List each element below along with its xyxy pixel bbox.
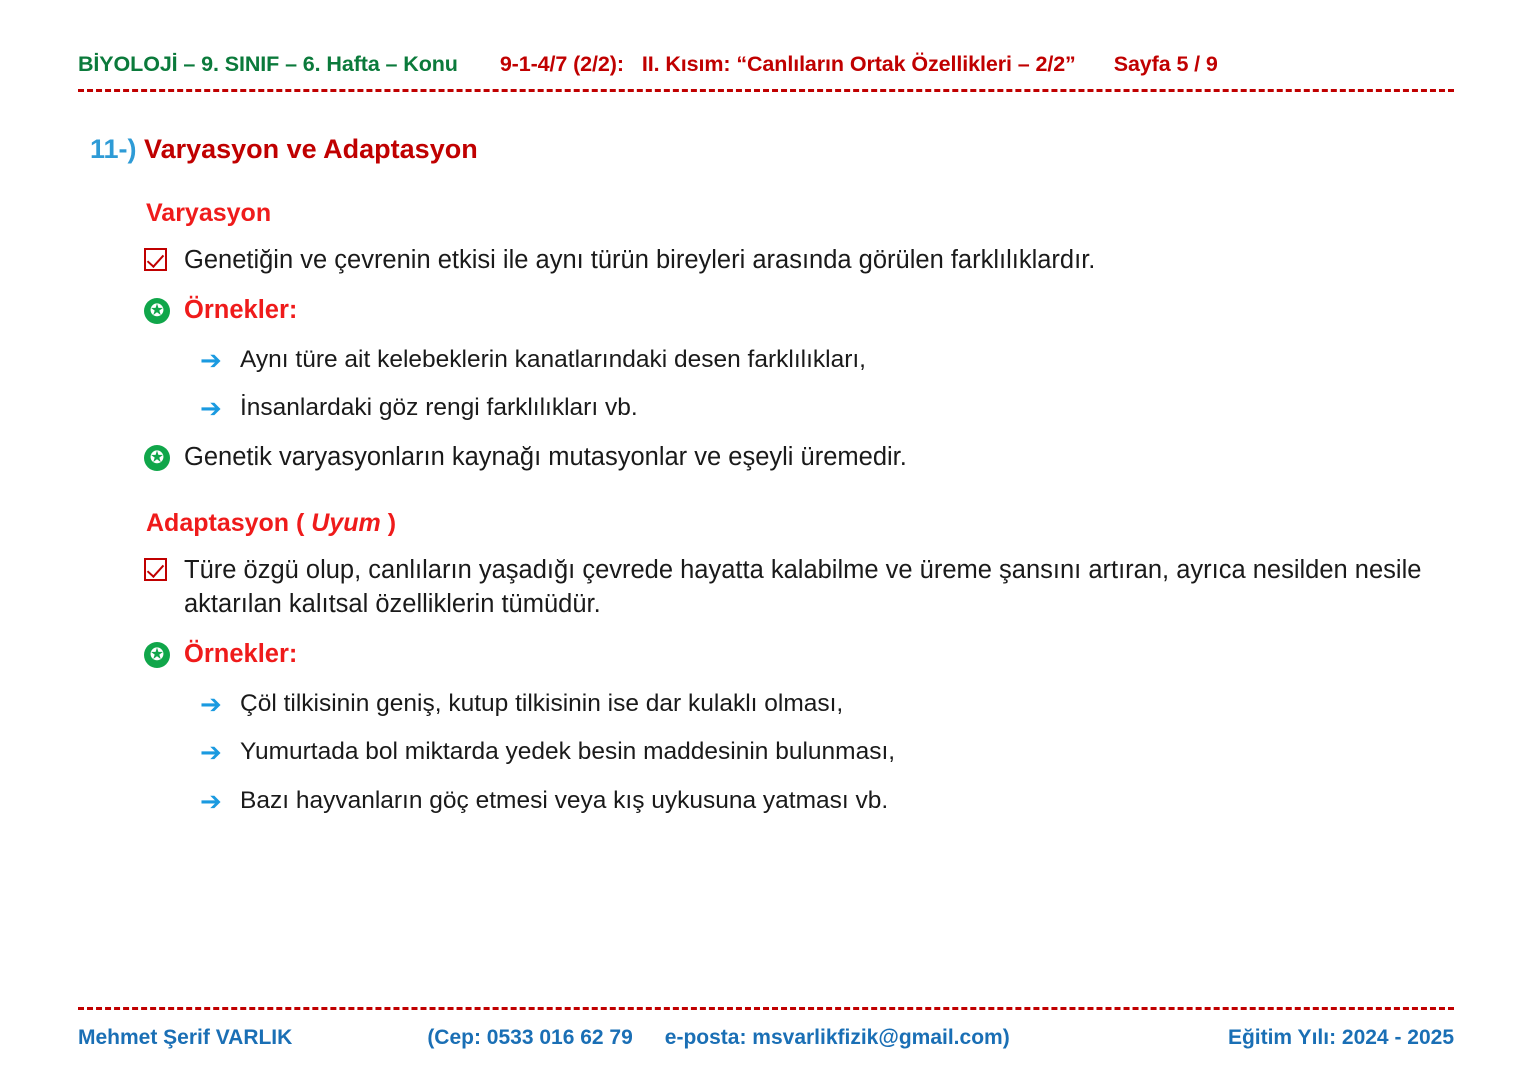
list-item-text: Aynı türe ait kelebeklerin kanatlarındaki desen farklılıkları,: [240, 345, 866, 373]
list-item-text: Örnekler:: [184, 639, 298, 668]
arrow-icon: ➔: [200, 394, 222, 425]
star-icon: ✪: [144, 441, 184, 471]
subheading-adaptasyon: [146, 509, 1454, 538]
header-page-number: Sayfa 5 / 9: [1113, 52, 1218, 76]
footer-author: Mehmet Şerif VARLIK: [78, 1026, 293, 1049]
header-lesson-code: 9-1-4/7 (2/2):: [499, 52, 624, 76]
list-item: [200, 344, 1454, 377]
checkbox-icon: [144, 554, 184, 581]
footer-email: e-posta: msvarlikfizik@gmail.com): [664, 1026, 1010, 1049]
arrow-icon: ➔: [200, 738, 222, 769]
list-item-text: Örnekler:: [184, 295, 298, 324]
list-item-text: Çöl tilkisinin geniş, kutup tilkisinin ise dar kulaklı olması,: [240, 689, 844, 717]
star-icon: ✪: [144, 294, 184, 324]
list-item: [144, 294, 1454, 328]
list-item: [144, 244, 1454, 278]
page-footer: [78, 1007, 1454, 1050]
arrow-icon: ➔: [200, 786, 222, 817]
footer-divider: [78, 1007, 1454, 1010]
section-number: 11-): [90, 134, 137, 164]
list-item: [200, 688, 1454, 721]
list-item-text: Genetiğin ve çevrenin etkisi ile aynı türün bireyleri arasında görülen farklılıklardır.: [184, 246, 1096, 274]
list-item: [200, 736, 1454, 769]
header-course-info: BİYOLOJİ – 9. SINIF – 6. Hafta – Konu: [78, 52, 458, 76]
section-title-text: Varyasyon ve Adaptasyon: [144, 134, 478, 164]
arrow-icon: ➔: [200, 689, 222, 720]
list-item: [200, 785, 1454, 818]
list-item-text: Bazı hayvanların göç etmesi veya kış uykusuna yatması vb.: [240, 786, 889, 814]
list-item: [144, 441, 1454, 475]
list-item-text: Genetik varyasyonların kaynağı mutasyonlar ve eşeyli üremedir.: [184, 442, 907, 471]
slide-content: [78, 134, 1454, 817]
star-icon: ✪: [144, 638, 184, 668]
subheading-varyasyon: Varyasyon: [146, 199, 272, 227]
page-title: [90, 134, 1454, 165]
subheading-suffix: ): [380, 508, 397, 537]
header-divider: [78, 89, 1454, 92]
list-item-text: Yumurtada bol miktarda yedek besin maddesinin bulunması,: [240, 738, 896, 766]
list-item: [144, 638, 1454, 672]
list-item-text: İnsanlardaki göz rengi farklılıkları vb.: [240, 394, 638, 422]
header-subject: II. Kısım: “Canlıların Ortak Özellikleri – 2/2”: [641, 52, 1076, 76]
page-header: [78, 0, 1454, 77]
list-item: [200, 392, 1454, 425]
subheading-italic: Uyum: [311, 508, 381, 537]
footer-year: Eğitim Yılı: 2024 - 2025: [1227, 1026, 1454, 1049]
footer-phone: (Cep: 0533 016 62 79: [427, 1026, 633, 1049]
checkbox-icon: [144, 244, 184, 271]
list-item: [144, 554, 1454, 622]
arrow-icon: ➔: [200, 345, 222, 376]
list-item-text: Türe özgü olup, canlıların yaşadığı çevrede hayatta kalabilme ve üreme şansını artıran, ayrıca nesilden nesile aktarılan kalıtsal özelliklerin tümüdür.: [184, 555, 1422, 618]
subheading-prefix: Adaptasyon (: [146, 508, 312, 537]
